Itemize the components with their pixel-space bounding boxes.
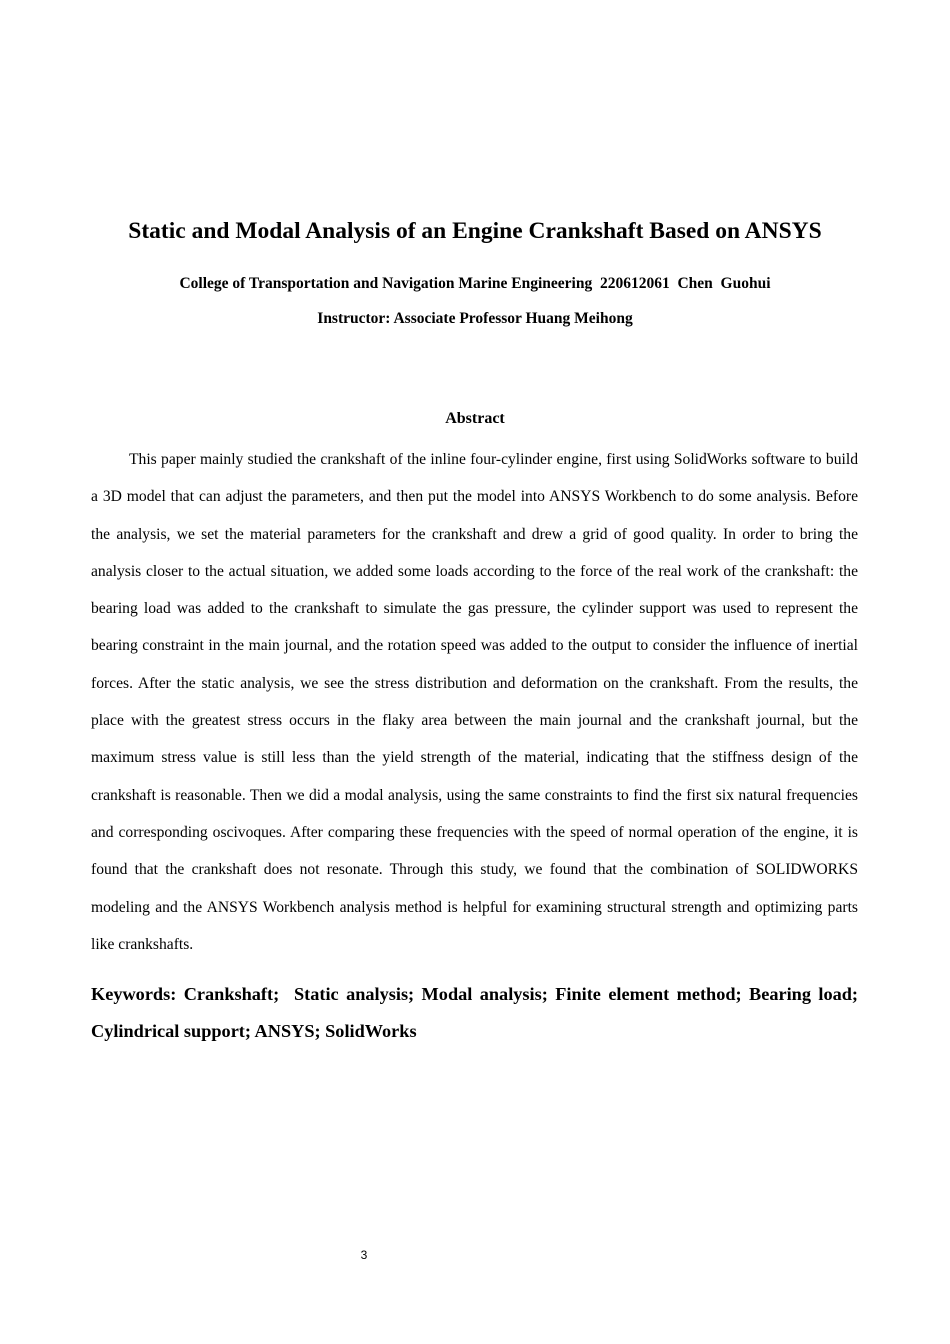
abstract-body: This paper mainly studied the crankshaft of the inline four-cylinder engine, first using SolidWorks software to build a 3D model that can adjust the parameters, and then put the model into ANSYS Workbench to do some analysis. Before the analysis, we set the material parameters for the crankshaft and drew a grid of good quality. In order to bring the analysis closer to the actual situation, we added some loads according to the force of the real work of the crankshaft: the bearing load was added to the crankshaft to simulate the gas pressure, the cylinder support was used to represent the bearing constraint in the main journal, and the rotation speed was added to the output to consider the influence of inertial forces. After the static analysis, we see the stress distribution and deformation on the crankshaft. From the results, the place with the greatest stress occurs in the flaky area between the main journal and the crankshaft journal, but the maximum stress value is still less than the yield strength of the material, indicating that the stiffness design of the crankshaft is reasonable. Then we did a modal analysis, using the same constraints to find the first six natural frequencies and corresponding oscivoques. After comparing these frequencies with the speed of normal operation of the engine, it is found that the crankshaft does not resonate. Through this study, we found that the combination of SOLIDWORKS modeling and the ANSYS Workbench analysis method is helpful for examining structural strength and optimizing parts like crankshafts. (91, 451, 858, 953)
abstract-heading: Abstract (445, 410, 505, 427)
instructor-line: Instructor: Associate Professor Huang Meihong (317, 310, 633, 327)
keywords: Keywords: Crankshaft; Static analysis; Modal analysis; Finite element method; Bearing load; Cylindrical support; ANSYS; SolidWorks (91, 984, 863, 1041)
paper-title: Static and Modal Analysis of an Engine Crankshaft Based on ANSYS (128, 218, 822, 244)
author-affiliation: College of Transportation and Navigation Marine Engineering 220612061 Chen Guohui (179, 275, 771, 292)
page-number: 3 (360, 1248, 368, 1262)
